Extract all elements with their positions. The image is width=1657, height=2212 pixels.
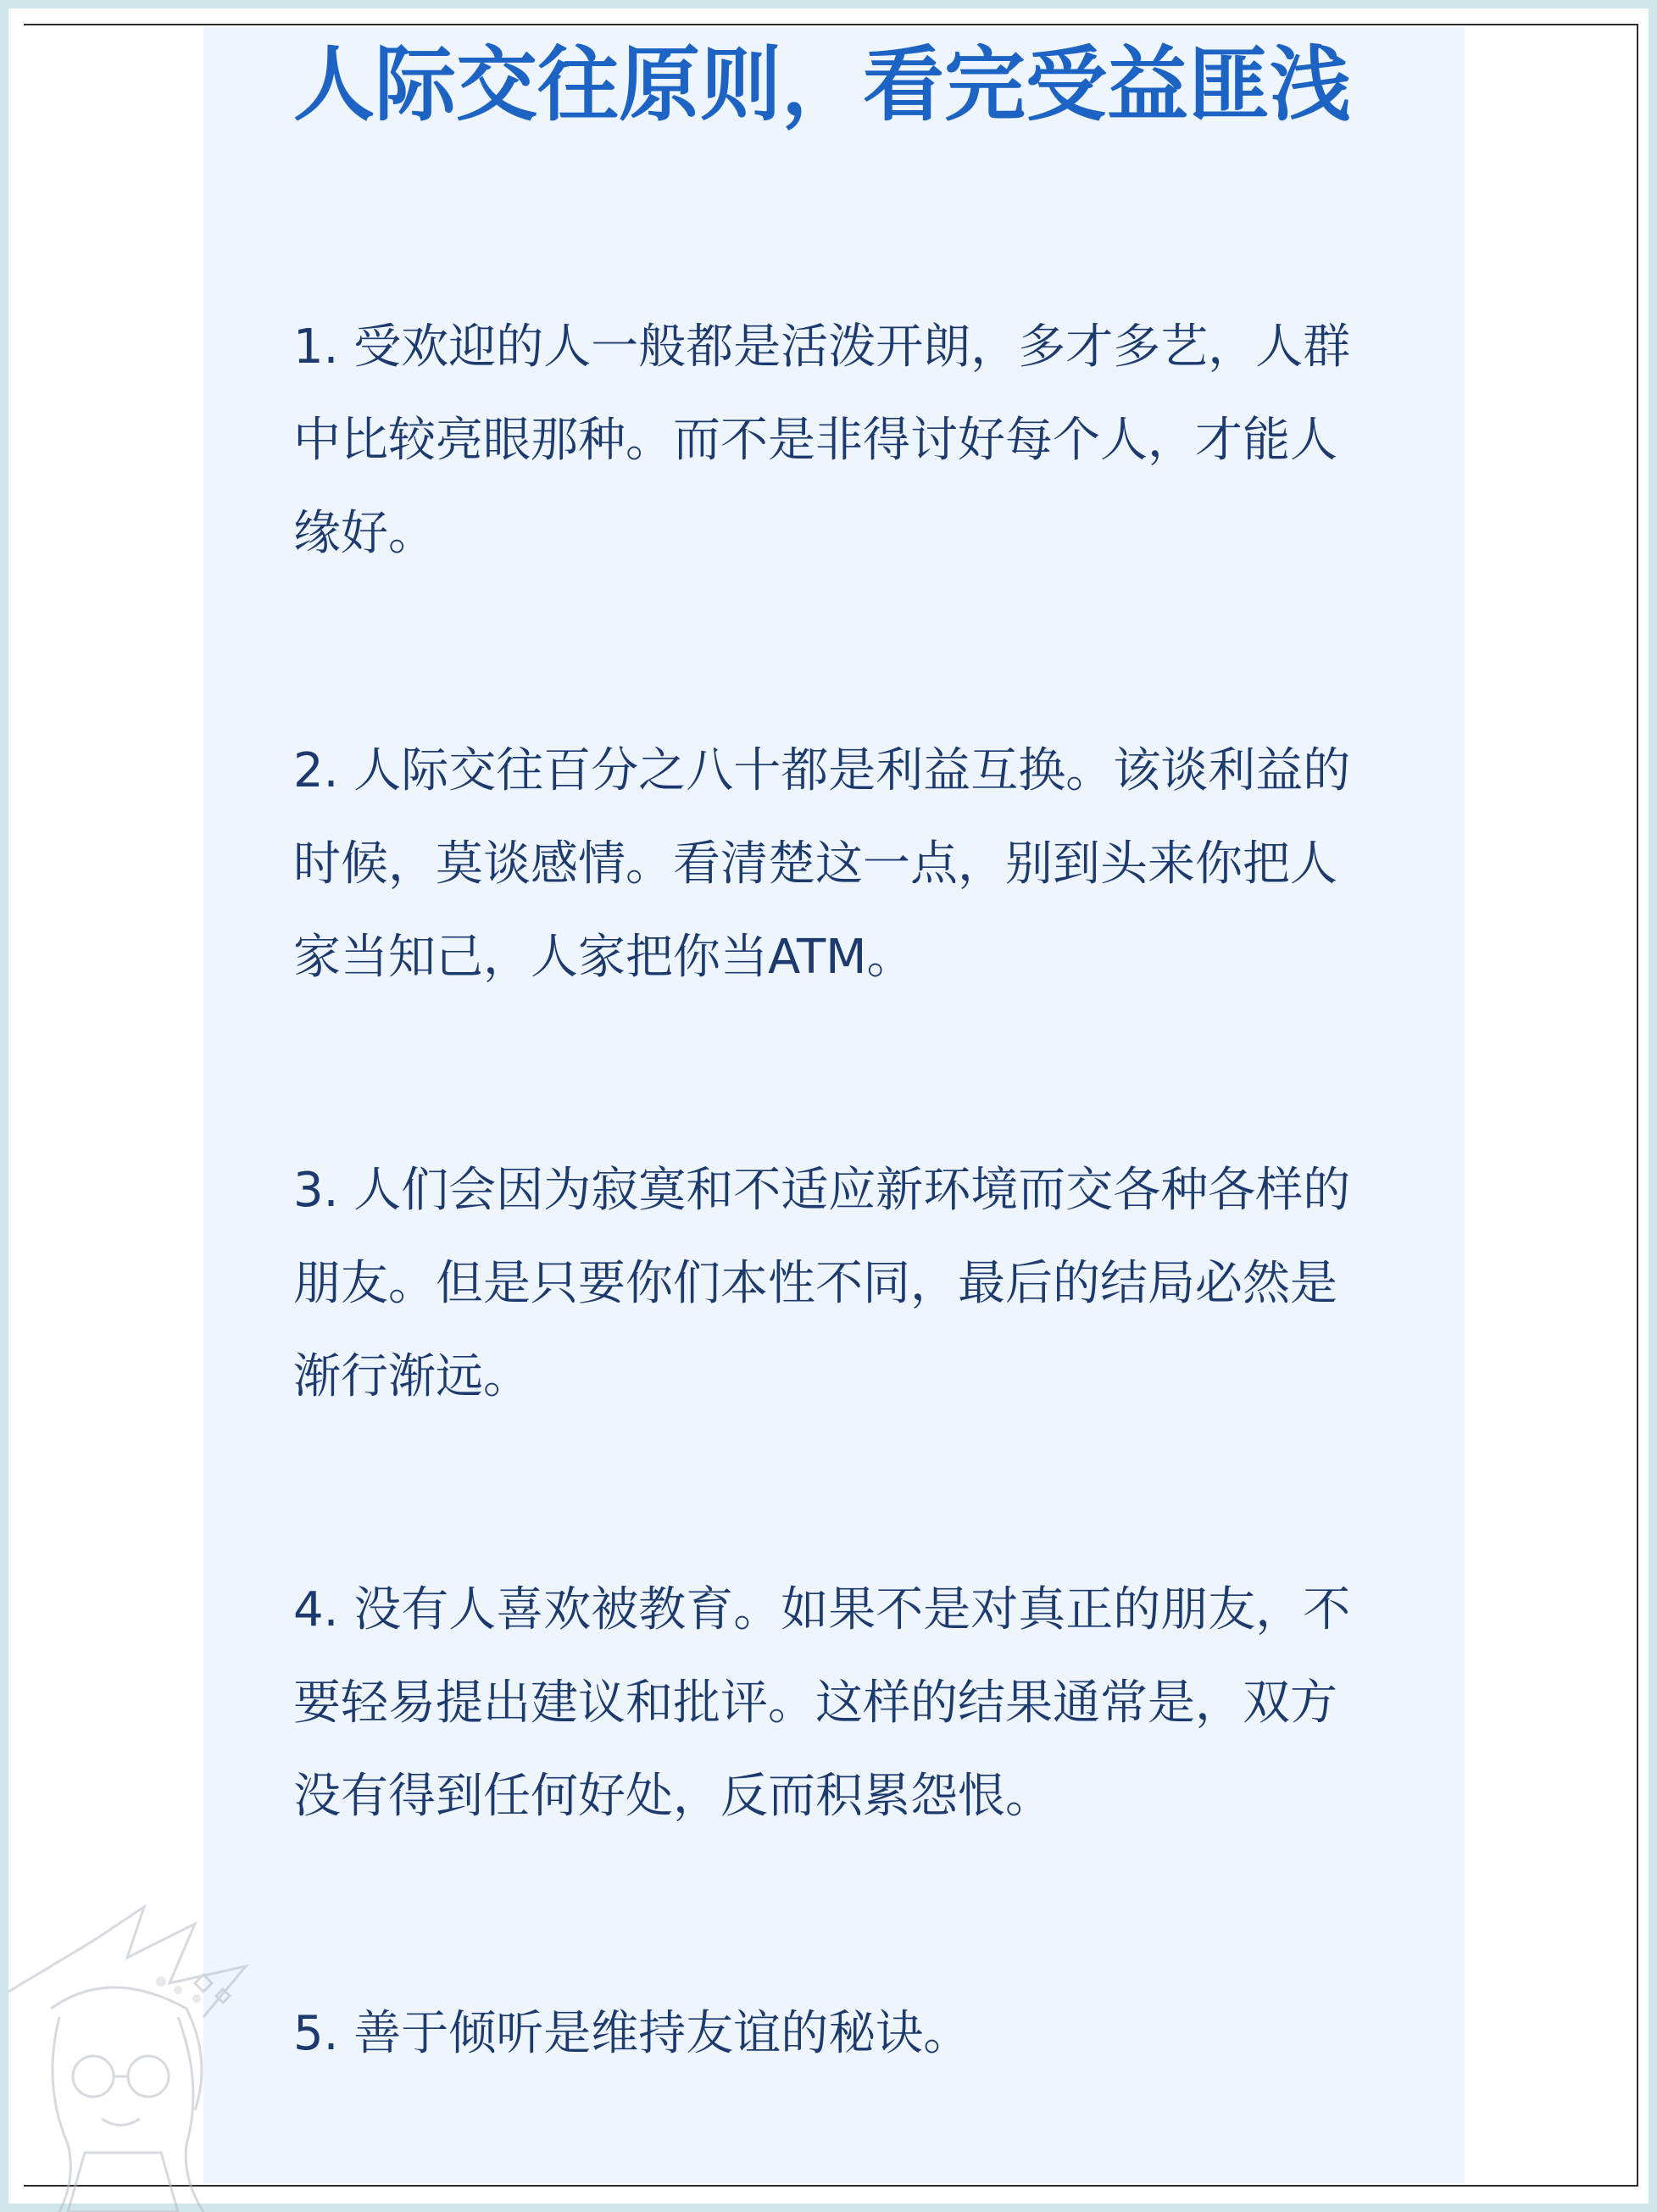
principle-item-3: 3. 人们会因为寂寞和不适应新环境而交各种各样的朋友。但是只要你们本性不同，最后的结局必然是渐行渐远。 <box>293 1163 1351 1404</box>
right-divider <box>1637 24 1638 2187</box>
top-divider <box>24 24 1638 25</box>
principle-item-4: 4. 没有人喜欢被教育。如果不是对真正的朋友，不要轻易提出建议和批评。这样的结果通常是，双方没有得到任何好处，反而积累怨恨。 <box>293 1582 1351 1824</box>
anime-girl-watermark-icon <box>0 1890 305 2212</box>
principle-item-1: 1. 受欢迎的人一般都是活泼开朗，多才多艺，人群中比较亮眼那种。而不是非得讨好每个人，才能人缘好。 <box>293 320 1351 561</box>
principle-item-5: 5. 善于倾听是维持友谊的秘诀。 <box>293 2006 971 2061</box>
principle-item-2: 2. 人际交往百分之八十都是利益互换。该谈利益的时候，莫谈感情。看清楚这一点，别到头来你把人家当知己，人家把你当ATM。 <box>293 743 1351 985</box>
page-title: 人际交往原则，看完受益匪浅 <box>293 37 1351 132</box>
